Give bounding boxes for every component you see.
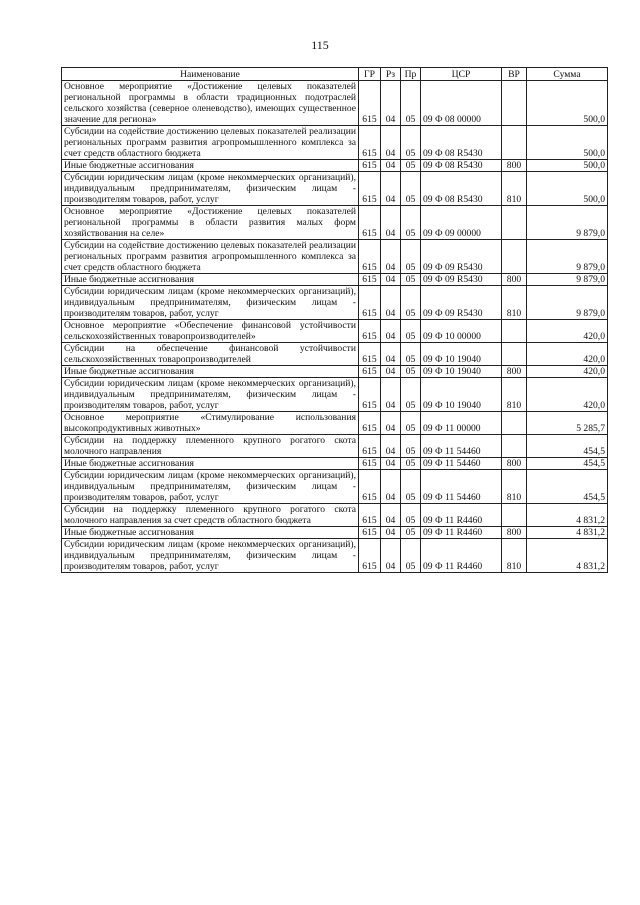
- cell-csr: 09 Ф 11 54460: [421, 435, 502, 458]
- cell-vr: [502, 435, 527, 458]
- cell-sum: 420,0: [527, 320, 608, 343]
- table-row: [62, 527, 608, 539]
- cell-sum: 9 879,0: [527, 274, 608, 286]
- cell-vr: [502, 412, 527, 435]
- cell-sum: 500,0: [527, 172, 608, 206]
- cell-pr: 05: [401, 412, 421, 435]
- cell-rz: 04: [381, 81, 401, 126]
- cell-name: Иные бюджетные ассигнования: [62, 274, 359, 286]
- cell-name: Основное мероприятие «Достижение целевых показателей региональной программы в области традиционных подотраслей сельского хозяйства (северное оленеводство), имеющих существенное значение для региона»: [62, 81, 359, 126]
- cell-rz: 04: [381, 274, 401, 286]
- cell-pr: 05: [401, 527, 421, 539]
- table-row: [62, 539, 608, 573]
- cell-pr: 05: [401, 504, 421, 527]
- cell-rz: 04: [381, 343, 401, 366]
- cell-vr: [502, 206, 527, 240]
- cell-name: Основное мероприятие «Стимулирование использования высокопродуктивных животных»: [62, 412, 359, 435]
- cell-rz: 04: [381, 366, 401, 378]
- table-row: [62, 240, 608, 274]
- cell-rz: 04: [381, 470, 401, 504]
- cell-sum: 420,0: [527, 378, 608, 412]
- cell-pr: 05: [401, 160, 421, 172]
- cell-gr: 615: [359, 412, 381, 435]
- cell-pr: 05: [401, 539, 421, 573]
- cell-vr: 800: [502, 274, 527, 286]
- cell-pr: 05: [401, 378, 421, 412]
- cell-pr: 05: [401, 126, 421, 160]
- cell-csr: 09 Ф 08 R5430: [421, 126, 502, 160]
- cell-csr: 09 Ф 10 19040: [421, 343, 502, 366]
- column-header-rz: Рз: [381, 68, 401, 81]
- page-number: 115: [311, 38, 329, 52]
- cell-name: Субсидии на обеспечение финансовой устойчивости сельскохозяйственных товаропроизводителей: [62, 343, 359, 366]
- table-row: [62, 378, 608, 412]
- cell-name: Субсидии юридическим лицам (кроме некоммерческих организаций), индивидуальным предпринимателям, физическим лицам - производителям товаров, работ, услуг: [62, 286, 359, 320]
- cell-csr: 09 Ф 11 54460: [421, 470, 502, 504]
- cell-name: Субсидии юридическим лицам (кроме некоммерческих организаций), индивидуальным предпринимателям, физическим лицам - производителям товаров, работ, услуг: [62, 539, 359, 573]
- cell-sum: 420,0: [527, 366, 608, 378]
- cell-sum: 454,5: [527, 435, 608, 458]
- cell-pr: 05: [401, 81, 421, 126]
- table-row: [62, 274, 608, 286]
- cell-gr: 615: [359, 206, 381, 240]
- cell-name: Иные бюджетные ассигнования: [62, 527, 359, 539]
- table-row: [62, 126, 608, 160]
- cell-rz: 04: [381, 206, 401, 240]
- cell-sum: 9 879,0: [527, 286, 608, 320]
- table-row: [62, 172, 608, 206]
- cell-rz: 04: [381, 527, 401, 539]
- cell-pr: 05: [401, 320, 421, 343]
- cell-sum: 454,5: [527, 458, 608, 470]
- cell-rz: 04: [381, 412, 401, 435]
- cell-gr: 615: [359, 126, 381, 160]
- cell-vr: 800: [502, 458, 527, 470]
- cell-pr: 05: [401, 366, 421, 378]
- cell-pr: 05: [401, 274, 421, 286]
- cell-rz: 04: [381, 286, 401, 320]
- cell-vr: [502, 126, 527, 160]
- cell-sum: 4 831,2: [527, 539, 608, 573]
- table-header-row: [62, 68, 608, 81]
- table-row: [62, 366, 608, 378]
- cell-pr: 05: [401, 343, 421, 366]
- cell-gr: 615: [359, 435, 381, 458]
- column-header-gr: ГР: [359, 68, 381, 81]
- cell-pr: 05: [401, 240, 421, 274]
- cell-gr: 615: [359, 320, 381, 343]
- cell-gr: 615: [359, 81, 381, 126]
- cell-name: Субсидии на поддержку племенного крупного рогатого скота молочного направления за счет средств областного бюджета: [62, 504, 359, 527]
- cell-rz: 04: [381, 160, 401, 172]
- cell-csr: 09 Ф 08 R5430: [421, 172, 502, 206]
- cell-csr: 09 Ф 10 00000: [421, 320, 502, 343]
- cell-gr: 615: [359, 470, 381, 504]
- cell-csr: 09 Ф 08 R5430: [421, 160, 502, 172]
- cell-csr: 09 Ф 09 R5430: [421, 286, 502, 320]
- cell-gr: 615: [359, 504, 381, 527]
- cell-sum: 420,0: [527, 343, 608, 366]
- table-body: [62, 81, 608, 573]
- cell-csr: 09 Ф 11 R4460: [421, 527, 502, 539]
- table-row: [62, 504, 608, 527]
- cell-vr: 810: [502, 470, 527, 504]
- budget-table: [61, 67, 608, 573]
- cell-name: Субсидии юридическим лицам (кроме некоммерческих организаций), индивидуальным предпринимателям, физическим лицам - производителям товаров, работ, услуг: [62, 172, 359, 206]
- cell-name: Основное мероприятие «Достижение целевых показателей региональной программы в области развития малых форм хозяйствования на селе»: [62, 206, 359, 240]
- cell-name: Иные бюджетные ассигнования: [62, 366, 359, 378]
- cell-vr: [502, 504, 527, 527]
- table-row: [62, 412, 608, 435]
- cell-vr: 810: [502, 539, 527, 573]
- cell-vr: 800: [502, 366, 527, 378]
- cell-rz: 04: [381, 504, 401, 527]
- column-header-name: Наименование: [62, 68, 359, 81]
- cell-gr: 615: [359, 274, 381, 286]
- cell-sum: 4 831,2: [527, 504, 608, 527]
- cell-name: Субсидии юридическим лицам (кроме некоммерческих организаций), индивидуальным предпринимателям, физическим лицам - производителям товаров, работ, услуг: [62, 378, 359, 412]
- cell-rz: 04: [381, 435, 401, 458]
- cell-vr: 810: [502, 378, 527, 412]
- cell-name: Иные бюджетные ассигнования: [62, 458, 359, 470]
- cell-gr: 615: [359, 539, 381, 573]
- cell-gr: 615: [359, 286, 381, 320]
- cell-csr: 09 Ф 10 19040: [421, 366, 502, 378]
- cell-vr: [502, 240, 527, 274]
- table-row: [62, 470, 608, 504]
- cell-name: Субсидии юридическим лицам (кроме некоммерческих организаций), индивидуальным предпринимателям, физическим лицам - производителям товаров, работ, услуг: [62, 470, 359, 504]
- cell-gr: 615: [359, 343, 381, 366]
- cell-csr: 09 Ф 09 R5430: [421, 240, 502, 274]
- cell-name: Субсидии на поддержку племенного крупного рогатого скота молочного направления: [62, 435, 359, 458]
- cell-sum: 500,0: [527, 81, 608, 126]
- cell-csr: 09 Ф 09 R5430: [421, 274, 502, 286]
- cell-pr: 05: [401, 435, 421, 458]
- cell-csr: 09 Ф 09 00000: [421, 206, 502, 240]
- cell-rz: 04: [381, 240, 401, 274]
- table-row: [62, 343, 608, 366]
- cell-rz: 04: [381, 378, 401, 412]
- table-row: [62, 160, 608, 172]
- cell-gr: 615: [359, 458, 381, 470]
- cell-csr: 09 Ф 11 00000: [421, 412, 502, 435]
- cell-sum: 500,0: [527, 160, 608, 172]
- cell-name: Субсидии на содействие достижению целевых показателей реализации региональных программ развития агропромышленного комплекса за счет средств областного бюджета: [62, 240, 359, 274]
- cell-rz: 04: [381, 320, 401, 343]
- cell-sum: 9 879,0: [527, 240, 608, 274]
- cell-rz: 04: [381, 458, 401, 470]
- cell-vr: 810: [502, 286, 527, 320]
- cell-gr: 615: [359, 527, 381, 539]
- table-row: [62, 435, 608, 458]
- cell-vr: [502, 343, 527, 366]
- cell-sum: 4 831,2: [527, 527, 608, 539]
- column-header-vr: ВР: [502, 68, 527, 81]
- table-row: [62, 206, 608, 240]
- cell-name: Основное мероприятие «Обеспечение финансовой устойчивости сельскохозяйственных товаропроизводителей»: [62, 320, 359, 343]
- cell-vr: 800: [502, 160, 527, 172]
- cell-vr: [502, 81, 527, 126]
- cell-pr: 05: [401, 470, 421, 504]
- cell-csr: 09 Ф 11 R4460: [421, 504, 502, 527]
- table-row: [62, 320, 608, 343]
- table-row: [62, 286, 608, 320]
- cell-gr: 615: [359, 366, 381, 378]
- cell-pr: 05: [401, 172, 421, 206]
- cell-vr: 810: [502, 172, 527, 206]
- cell-gr: 615: [359, 160, 381, 172]
- cell-pr: 05: [401, 458, 421, 470]
- cell-gr: 615: [359, 240, 381, 274]
- cell-sum: 9 879,0: [527, 206, 608, 240]
- cell-gr: 615: [359, 378, 381, 412]
- cell-rz: 04: [381, 172, 401, 206]
- cell-sum: 500,0: [527, 126, 608, 160]
- cell-rz: 04: [381, 539, 401, 573]
- cell-vr: 800: [502, 527, 527, 539]
- cell-sum: 454,5: [527, 470, 608, 504]
- cell-csr: 09 Ф 08 00000: [421, 81, 502, 126]
- cell-name: Иные бюджетные ассигнования: [62, 160, 359, 172]
- cell-pr: 05: [401, 286, 421, 320]
- cell-name: Субсидии на содействие достижению целевых показателей реализации региональных программ развития агропромышленного комплекса за счет средств областного бюджета: [62, 126, 359, 160]
- cell-csr: 09 Ф 11 54460: [421, 458, 502, 470]
- table-row: [62, 81, 608, 126]
- cell-rz: 04: [381, 126, 401, 160]
- cell-csr: 09 Ф 10 19040: [421, 378, 502, 412]
- cell-gr: 615: [359, 172, 381, 206]
- cell-pr: 05: [401, 206, 421, 240]
- column-header-csr: ЦСР: [421, 68, 502, 81]
- column-header-sum: Сумма: [527, 68, 608, 81]
- column-header-pr: Пр: [401, 68, 421, 81]
- cell-csr: 09 Ф 11 R4460: [421, 539, 502, 573]
- table-row: [62, 458, 608, 470]
- cell-sum: 5 285,7: [527, 412, 608, 435]
- cell-vr: [502, 320, 527, 343]
